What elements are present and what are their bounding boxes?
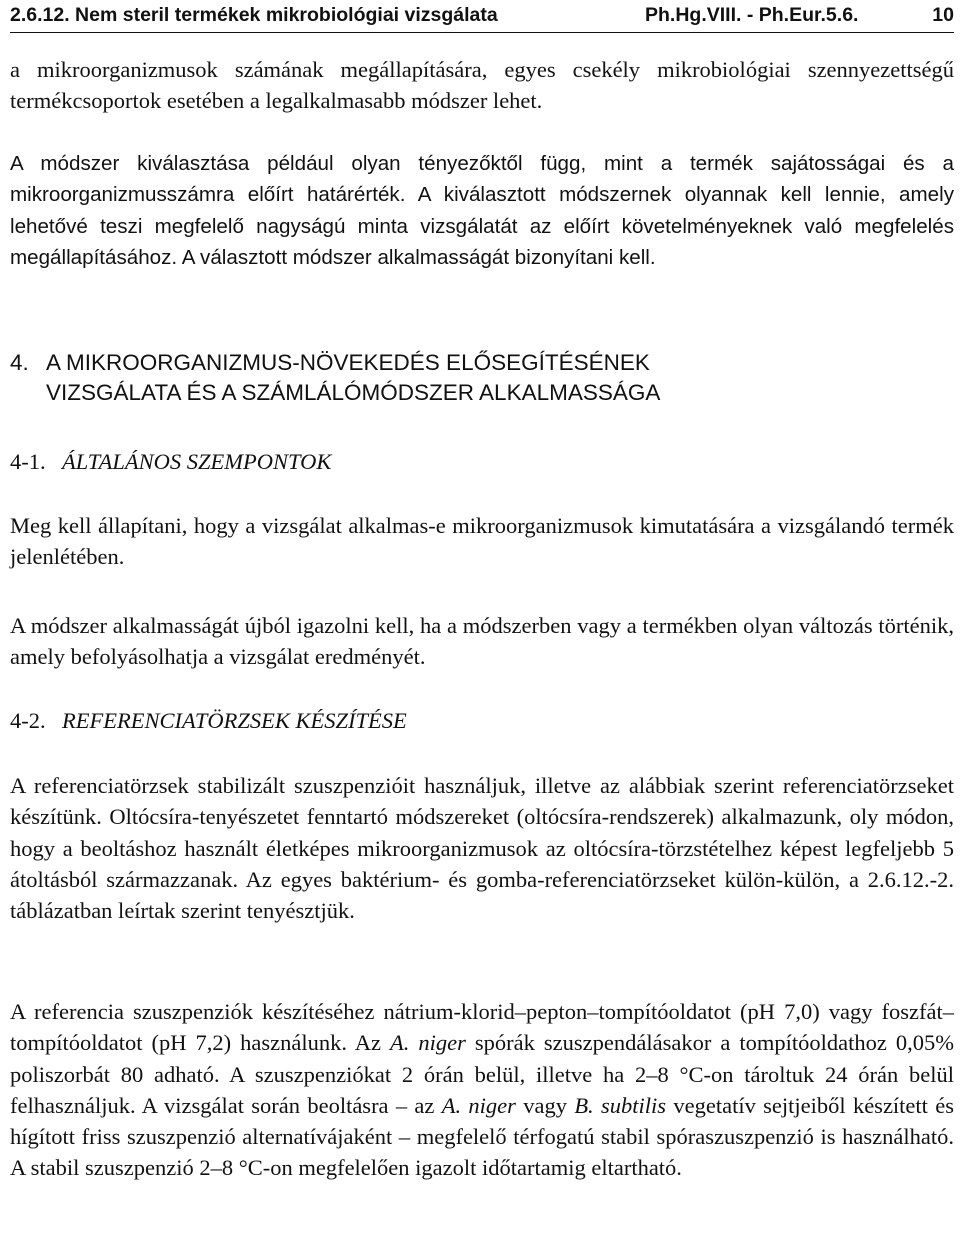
organism-name: B. subtilis: [574, 1092, 667, 1118]
document-page: [10, 0, 954, 1181]
organism-name: A. niger: [441, 1092, 516, 1118]
paragraph-4-1-a: [10, 510, 954, 573]
paragraph-text: [10, 996, 954, 1184]
section-number: 4.: [10, 350, 29, 375]
subsection-title: REFERENCIATÖRZSEK KÉSZÍTÉSE: [62, 708, 407, 733]
paragraph-method-selection: [10, 148, 954, 273]
paragraph-text: A módszer alkalmasságát újból igazolni kell, ha a módszerben vagy a termékben olyan változás történik, amely befolyásolhatja a vizsgálat eredményét.: [10, 613, 954, 670]
page-header: [10, 0, 954, 33]
subsection-number: 4-2.: [10, 708, 46, 733]
text-run: A referencia szuszpenziók készítéséhez nátrium-klorid–pepton–tompítóoldatot (pH 7,0) vagy foszfát–tompítóoldatot (pH 7,2) használunk. Az: [10, 999, 954, 1056]
paragraph-text: a mikroorganizmusok számának megállapítására, egyes csekély mikrobiológiai szennyezettségű termékcsoportok esetében a legalkalmasabb módszer lehet.: [10, 57, 954, 114]
subsection-title: ÁLTALÁNOS SZEMPONTOK: [62, 449, 332, 474]
organism-name: A. niger: [390, 1030, 466, 1056]
paragraph-4-2-a: [10, 770, 954, 926]
subsection-number: 4-1.: [10, 449, 46, 474]
text-run: vegetatív sejtjeiből készített és hígított friss szuszpenzió alternatívájaként – megfelelő térfogatú stabil spóraszuszpenzió is használható. A stabil szuszpenzió 2–8 °C-on megfelelően igazolt időtartamig eltartható.: [10, 1092, 954, 1181]
paragraph-text: A referenciatörzsek stabilizált szuszpenzióit használjuk, illetve az alábbiak szerint referenciatörzseket készítünk. Oltócsíra-tenyészetet fenntartó módszereket (oltócsíra-rendszerek) alkalmazunk, oly módon, hogy a beoltáshoz használt életképes mikroorganizmusok az oltócsíra-törzstételhez képest legfeljebb 5 átoltásból származzanak. Az egyes baktérium- és gomba-referenciatörzseket külön-külön, a 2.6.12.-2. táblázatban leírtak szerint tenyésztjük.: [10, 773, 954, 924]
text-run: vagy: [515, 1092, 575, 1118]
section-title-line1: A MIKROORGANIZMUS-NÖVEKEDÉS ELŐSEGÍTÉSÉNEK: [46, 350, 650, 375]
section-4-heading: [10, 348, 954, 408]
paragraph-intro: [10, 54, 954, 117]
paragraph-text: Meg kell állapítani, hogy a vizsgálat alkalmas-e mikroorganizmusok kimutatására a vizsgálandó termék jelenlétében.: [10, 513, 954, 570]
paragraph-4-2-b: [10, 996, 954, 1184]
section-title-line2: VIZSGÁLATA ÉS A SZÁMLÁLÓMÓDSZER ALKALMASSÁGA: [46, 380, 661, 405]
section-4-2-heading: [10, 705, 954, 736]
paragraph-text: A módszer kiválasztása például olyan tényezőktől függ, mint a termék sajátosságai és a mikroorganizmusszámra előírt határérték. A kiválasztott módszernek olyannak kell lennie, amely lehetővé teszi megfelelő nagyságú minta vizsgálatát az előírt követelményeknek való megfelelés megállapításához. A választott módszer alkalmasságát bizonyítani kell.: [10, 152, 954, 269]
text-run: spórák szuszpendálásakor a tompítóoldathoz 0,05% poliszorbát 80 adható. A szuszpenziókat 2 órán belül, illetve ha 2–8 °C-on tároltuk 24 órán belül felhasználjuk. A vizsgálat során beoltásra – az: [10, 1030, 954, 1118]
header-reference: Ph.Hg.VIII. - Ph.Eur.5.6.: [645, 4, 859, 26]
section-4-1-heading: [10, 446, 954, 477]
header-title: 2.6.12. Nem steril termékek mikrobiológiai vizsgálata: [10, 4, 498, 26]
paragraph-4-1-b: [10, 610, 954, 673]
page-number: 10: [932, 4, 954, 26]
